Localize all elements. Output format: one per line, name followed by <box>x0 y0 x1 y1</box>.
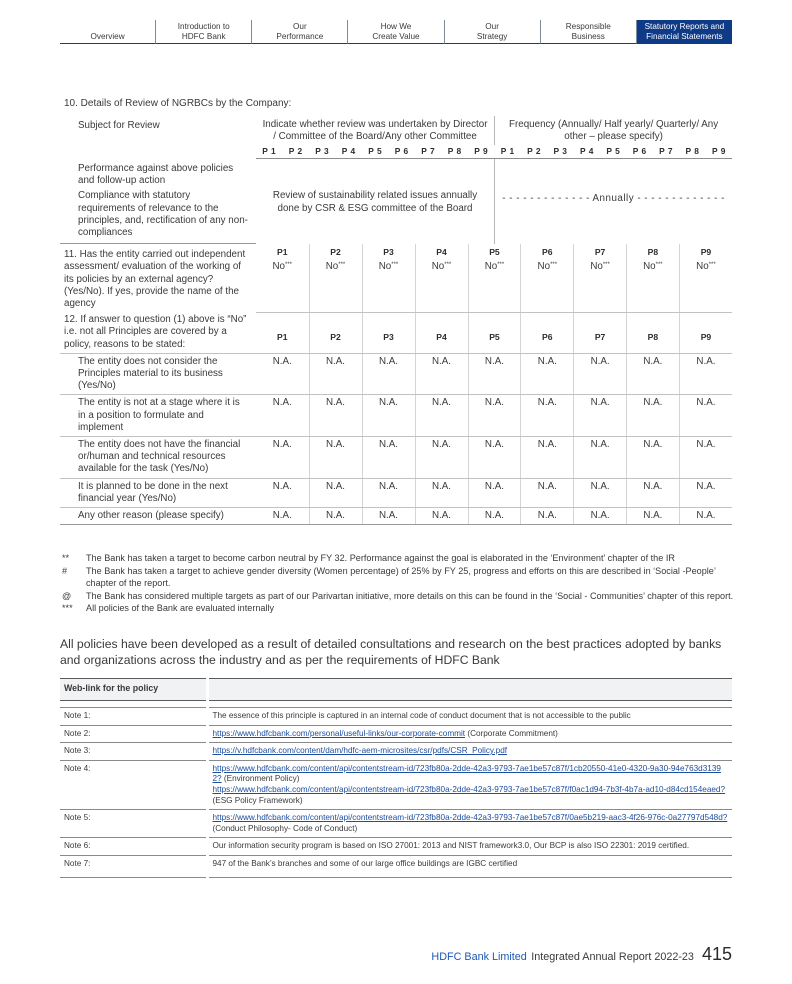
principle-header: P 9 <box>468 145 495 159</box>
q12-value: N.A. <box>679 507 732 524</box>
top-navigation <box>60 20 732 44</box>
q12-value: N.A. <box>521 478 574 507</box>
q12-principle: P3 <box>362 312 415 353</box>
q11-value: No*** <box>256 260 309 312</box>
q12-value: N.A. <box>309 507 362 524</box>
q12-value: N.A. <box>362 395 415 437</box>
note-label: Note 7: <box>60 855 207 877</box>
q11-value: No*** <box>521 260 574 312</box>
footnote-text: The Bank has taken a target to become carbon neutral by FY 32. Performance against the goal is elaborated in the ‘Environment’ chapter of the IR <box>86 553 675 563</box>
principle-header: P 5 <box>600 145 626 159</box>
q12-value: N.A. <box>521 353 574 395</box>
q11-principle: P6 <box>521 244 574 261</box>
footnote <box>60 602 734 615</box>
q12-value: N.A. <box>309 478 362 507</box>
note-text: 947 of the Bank’s branches and some of our large office buildings are IGBC certified <box>207 855 732 877</box>
principle-header: P 7 <box>653 145 679 159</box>
footnote-symbol: ** <box>62 553 70 563</box>
link-caption: (Conduct Philosophy- Code of Conduct) <box>212 823 358 833</box>
q11-principle: P7 <box>574 244 627 261</box>
page-footer <box>431 944 732 965</box>
q11-value: No*** <box>362 260 415 312</box>
q12-value: N.A. <box>574 395 627 437</box>
row-performance: Performance against above policies and follow-up action <box>78 162 234 187</box>
q11-principle: P4 <box>415 244 468 261</box>
principle-header: P 1 <box>495 145 521 159</box>
q12-principle: P2 <box>309 312 362 353</box>
footnotes <box>60 552 734 615</box>
nav-tab-label: Responsible Business <box>565 22 611 41</box>
footer-company: HDFC Bank Limited <box>431 951 527 963</box>
q11-value: No*** <box>679 260 732 312</box>
principle-header: P 3 <box>309 145 336 159</box>
q12-value: N.A. <box>362 353 415 395</box>
q11-principle: P8 <box>626 244 679 261</box>
principle-header: P 2 <box>521 145 547 159</box>
nav-tab-label: Statutory Reports and Financial Statements <box>644 22 725 41</box>
note-text: Our information security program is based on ISO 27001: 2013 and NIST framework3.0, Our BCP is also ISO 22301: 2019 certified. <box>207 838 732 856</box>
weblink-row <box>60 725 732 743</box>
weblink-row <box>60 743 732 761</box>
q11-value: No*** <box>309 260 362 312</box>
q12-value: N.A. <box>468 395 521 437</box>
q11-principle: P1 <box>276 246 288 257</box>
q12-value: N.A. <box>415 395 468 437</box>
q12-principle: P4 <box>415 312 468 353</box>
nav-tab-label: How We Create Value <box>372 22 420 41</box>
weblink-table <box>60 678 732 878</box>
principle-header: P 4 <box>336 145 363 159</box>
question-12: 12. If answer to question (1) above is “No” i.e. not all Principles are covered by a policy, reasons to be stated: <box>60 312 256 353</box>
q12-value: N.A. <box>626 353 679 395</box>
policies-paragraph: All policies have been developed as a result of detailed consultations and research on the best practices adopted by banks and organizations across the industry and as per the requirements of HDFC Bank <box>60 637 722 667</box>
q12-value: N.A. <box>574 353 627 395</box>
q11-principle: P3 <box>362 244 415 261</box>
q12-value: N.A. <box>468 353 521 395</box>
q12-value: N.A. <box>309 353 362 395</box>
q12-value: N.A. <box>626 395 679 437</box>
principle-header: P 7 <box>415 145 442 159</box>
policy-link[interactable]: https://www.hdfcbank.com/personal/useful-links/our-corporate-commit <box>212 728 466 738</box>
nav-tab-overview[interactable] <box>60 20 156 44</box>
note-content <box>207 743 732 761</box>
section-title: 10. Details of Review of NGRBCs by the Company: <box>64 98 292 109</box>
principle-header: P 2 <box>283 145 310 159</box>
q11-principle: P2 <box>309 244 362 261</box>
subject-header: Subject for Review <box>78 120 160 131</box>
weblink-row <box>60 708 732 726</box>
q12-principle: P1 <box>256 312 309 353</box>
q11-value: No*** <box>415 260 468 312</box>
q12-reason-row: The entity does not have the financial or/human and technical resources available for the task (Yes/No) <box>60 436 256 478</box>
footnote-symbol: # <box>62 565 68 576</box>
q12-reason-row: The entity is not at a stage where it is in a position to formulate and implement <box>60 395 256 437</box>
nav-tab-introduction[interactable] <box>156 20 252 44</box>
footer-report: Integrated Annual Report 2022-23 <box>531 951 694 963</box>
q12-value: N.A. <box>415 436 468 478</box>
nav-tab-strategy[interactable] <box>445 20 541 44</box>
principle-header: P 8 <box>679 145 705 159</box>
q12-value: N.A. <box>626 436 679 478</box>
weblink-row <box>60 855 732 877</box>
q11-value: No*** <box>626 260 679 312</box>
weblink-header-blank <box>207 679 732 701</box>
q11-value: No*** <box>468 260 521 312</box>
q12-principle: P7 <box>574 312 627 353</box>
policy-link[interactable]: https://v.hdfcbank.com/content/dam/hdfc-aem-microsites/csr/pdfs/CSR_Policy.pdf <box>212 746 508 756</box>
principle-header: P 6 <box>626 145 652 159</box>
weblink-row <box>60 838 732 856</box>
review-table <box>60 116 732 525</box>
link-caption: (Environment Policy) <box>221 774 300 784</box>
q12-value: N.A. <box>415 507 468 524</box>
weblink-row <box>60 760 732 809</box>
note-content <box>207 810 732 838</box>
principle-header: P 8 <box>442 145 469 159</box>
frequency-value: - - - - - - - - - - - - - Annually - - - - - - - - - - - - - <box>495 159 733 244</box>
q12-value: N.A. <box>256 478 309 507</box>
nav-tab-responsible-business[interactable] <box>541 20 637 44</box>
frequency-header: Frequency (Annually/ Half yearly/ Quarterly/ Any other – please specify) <box>495 116 733 145</box>
q12-value: N.A. <box>415 353 468 395</box>
q12-value: N.A. <box>574 507 627 524</box>
note-text: The essence of this principle is captured in an internal code of conduct document that is not accessible to the public <box>207 708 732 726</box>
q11-value: No*** <box>574 260 627 312</box>
note-label: Note 3: <box>60 743 207 761</box>
principle-header: P 3 <box>547 145 573 159</box>
footnote <box>60 590 734 603</box>
q12-value: N.A. <box>468 478 521 507</box>
q12-value: N.A. <box>574 478 627 507</box>
page-number: 415 <box>701 944 732 964</box>
q12-value: N.A. <box>309 395 362 437</box>
q12-value: N.A. <box>679 353 732 395</box>
q12-value: N.A. <box>362 478 415 507</box>
q12-principle: P5 <box>468 312 521 353</box>
link-caption: (ESG Policy Framework) <box>212 795 303 805</box>
q12-value: N.A. <box>679 436 732 478</box>
weblink-row <box>60 810 732 838</box>
principle-header: P 5 <box>362 145 389 159</box>
note-label: Note 6: <box>60 838 207 856</box>
review-header: Indicate whether review was undertaken by Director / Committee of the Board/Any other Committee <box>262 119 488 143</box>
principle-header: P 1 <box>256 145 283 159</box>
q12-value: N.A. <box>468 436 521 478</box>
q12-principle: P9 <box>679 312 732 353</box>
principle-header: P 9 <box>706 145 732 159</box>
review-value: Review of sustainability related issues annually done by CSR & ESG committee of the Board <box>272 190 478 215</box>
note-content <box>207 760 732 809</box>
q12-value: N.A. <box>679 395 732 437</box>
footnote-text: The Bank has considered multiple targets as part of our Parivartan initiative, more details on this can be found in the ‘Social - Communities’ chapter of this report. <box>86 590 734 601</box>
footnote-text: All policies of the Bank are evaluated internally <box>86 603 275 613</box>
q12-value: N.A. <box>521 436 574 478</box>
footnote <box>60 552 734 565</box>
nav-tab-label: Overview <box>90 32 125 41</box>
nav-tab-label: Our Performance <box>276 22 324 41</box>
q12-value: N.A. <box>362 436 415 478</box>
q12-value: N.A. <box>521 395 574 437</box>
principle-header: P 6 <box>389 145 416 159</box>
q12-value: N.A. <box>626 478 679 507</box>
footnote <box>60 565 734 590</box>
footnote-text: The Bank has taken a target to achieve gender diversity (Women percentage) of 25% by FY 25, progress and efforts on this are described in ‘Social -People’ chapter of the report. <box>86 565 716 588</box>
footer-report-title <box>431 947 694 965</box>
q12-principle: P6 <box>521 312 574 353</box>
q12-value: N.A. <box>256 395 309 437</box>
question-11: 11. Has the entity carried out independent assessment/ evaluation of the working of its policies by an external agency? (Yes/No). If yes, provide the name of the agency <box>64 249 246 309</box>
policy-link[interactable]: https://www.hdfcbank.com/content/api/contentstream-id/723fb80a-2dde-42a3-9793-7ae1be57c87f/1cb20550-41e0-4320-9a30-94e763d31392? <box>212 763 721 784</box>
footnote-symbol: *** <box>62 603 73 613</box>
nav-tab-value-creation[interactable] <box>348 20 444 44</box>
policy-link[interactable]: https://www.hdfcbank.com/content/api/contentstream-id/723fb80a-2dde-42a3-9793-7ae1be57c87f/f0ac1d94-7b3f-4b7a-ad10-d84cd154eaed? <box>212 784 726 794</box>
weblink-header: Web-link for the policy <box>60 679 207 701</box>
q12-reason-row: Any other reason (please specify) <box>60 507 256 524</box>
q12-reason-row: The entity does not consider the Principles material to its business (Yes/No) <box>60 353 256 395</box>
q12-value: N.A. <box>256 507 309 524</box>
q12-value: N.A. <box>256 353 309 395</box>
note-label: Note 4: <box>60 760 207 809</box>
q12-value: N.A. <box>574 436 627 478</box>
q12-value: N.A. <box>468 507 521 524</box>
footnote-symbol: @ <box>62 590 72 601</box>
q12-value: N.A. <box>626 507 679 524</box>
q12-value: N.A. <box>679 478 732 507</box>
policy-link[interactable]: https://www.hdfcbank.com/content/api/contentstream-id/723fb80a-2dde-42a3-9793-7ae1be57c87f/0ae5b219-aac3-4f26-976c-0a27797d548d? <box>212 813 728 823</box>
link-caption: (Corporate Commitment) <box>465 728 558 738</box>
q12-value: N.A. <box>521 507 574 524</box>
q11-principle: P9 <box>679 244 732 261</box>
q12-value: N.A. <box>309 436 362 478</box>
nav-tab-label: Our Strategy <box>476 22 508 41</box>
q12-principle: P8 <box>626 312 679 353</box>
note-label: Note 2: <box>60 725 207 743</box>
note-content <box>207 725 732 743</box>
note-label: Note 1: <box>60 708 207 726</box>
nav-tab-label: Introduction to HDFC Bank <box>177 22 230 41</box>
q12-value: N.A. <box>256 436 309 478</box>
principle-header: P 4 <box>574 145 600 159</box>
q12-value: N.A. <box>362 507 415 524</box>
nav-tab-performance[interactable] <box>252 20 348 44</box>
nav-tab-statutory-reports[interactable] <box>637 20 732 44</box>
q11-principle: P5 <box>468 244 521 261</box>
row-compliance: Compliance with statutory requirements of relevance to the principles, and, rectification of any non-compliances <box>60 190 256 243</box>
note-label: Note 5: <box>60 810 207 838</box>
q12-reason-row: It is planned to be done in the next financial year (Yes/No) <box>60 478 256 507</box>
q12-value: N.A. <box>415 478 468 507</box>
